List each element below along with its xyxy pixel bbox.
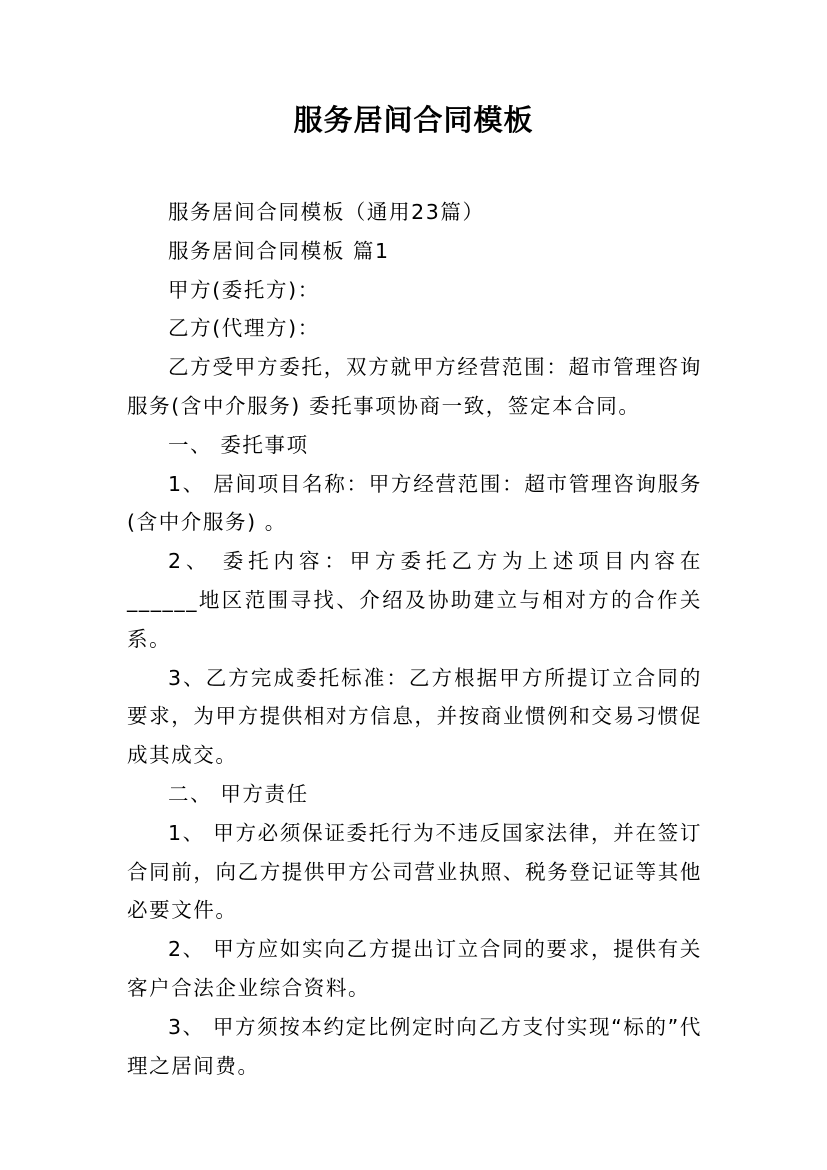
paragraph-item: 2、 委托内容：甲方委托乙方为上述项目内容在______地区范围寻找、介绍及协助建立与相对方的合作关系。 [127, 549, 702, 651]
paragraph-heading-entrusted-matters: 一、 委托事项 [168, 432, 309, 457]
paragraph-item: 2、 甲方应如实向乙方提出订立合同的要求，提供有关客户合法企业综合资料。 [127, 937, 702, 1000]
paragraph-party-a: 甲方(委托方)： [168, 277, 320, 302]
paragraph-section-heading: 服务居间合同模板 篇1 [168, 238, 390, 263]
paragraph-subtitle: 服务居间合同模板（通用23篇） [168, 200, 485, 224]
paragraph-item: 1、 居间项目名称：甲方经营范围：超市管理咨询服务(含中介服务) 。 [127, 471, 702, 535]
paragraph-party-b: 乙方(代理方)： [168, 316, 320, 341]
paragraph-item: 1、 甲方必须保证委托行为不违反国家法律，并在签订合同前，向乙方提供甲方公司营业执照、税务登记证等其他必要文件。 [127, 820, 702, 923]
paragraph-item: 3、乙方完成委托标准：乙方根据甲方所提订立合同的要求，为甲方提供相对方信息，并按商业惯例和交易习惯促成其成交。 [127, 665, 702, 768]
document-body [127, 193, 702, 1085]
paragraph-heading-party-a-duties: 二、 甲方责任 [168, 781, 309, 806]
paragraph-item: 3、 甲方须按本约定比例定时向乙方支付实现“标的”代理之居间费。 [127, 1014, 702, 1078]
paragraph-preamble: 乙方受甲方委托，双方就甲方经营范围：超市管理咨询服务(含中介服务) 委托事项协商一致，签定本合同。 [127, 355, 702, 418]
document-title: 服务居间合同模板 [293, 103, 534, 137]
